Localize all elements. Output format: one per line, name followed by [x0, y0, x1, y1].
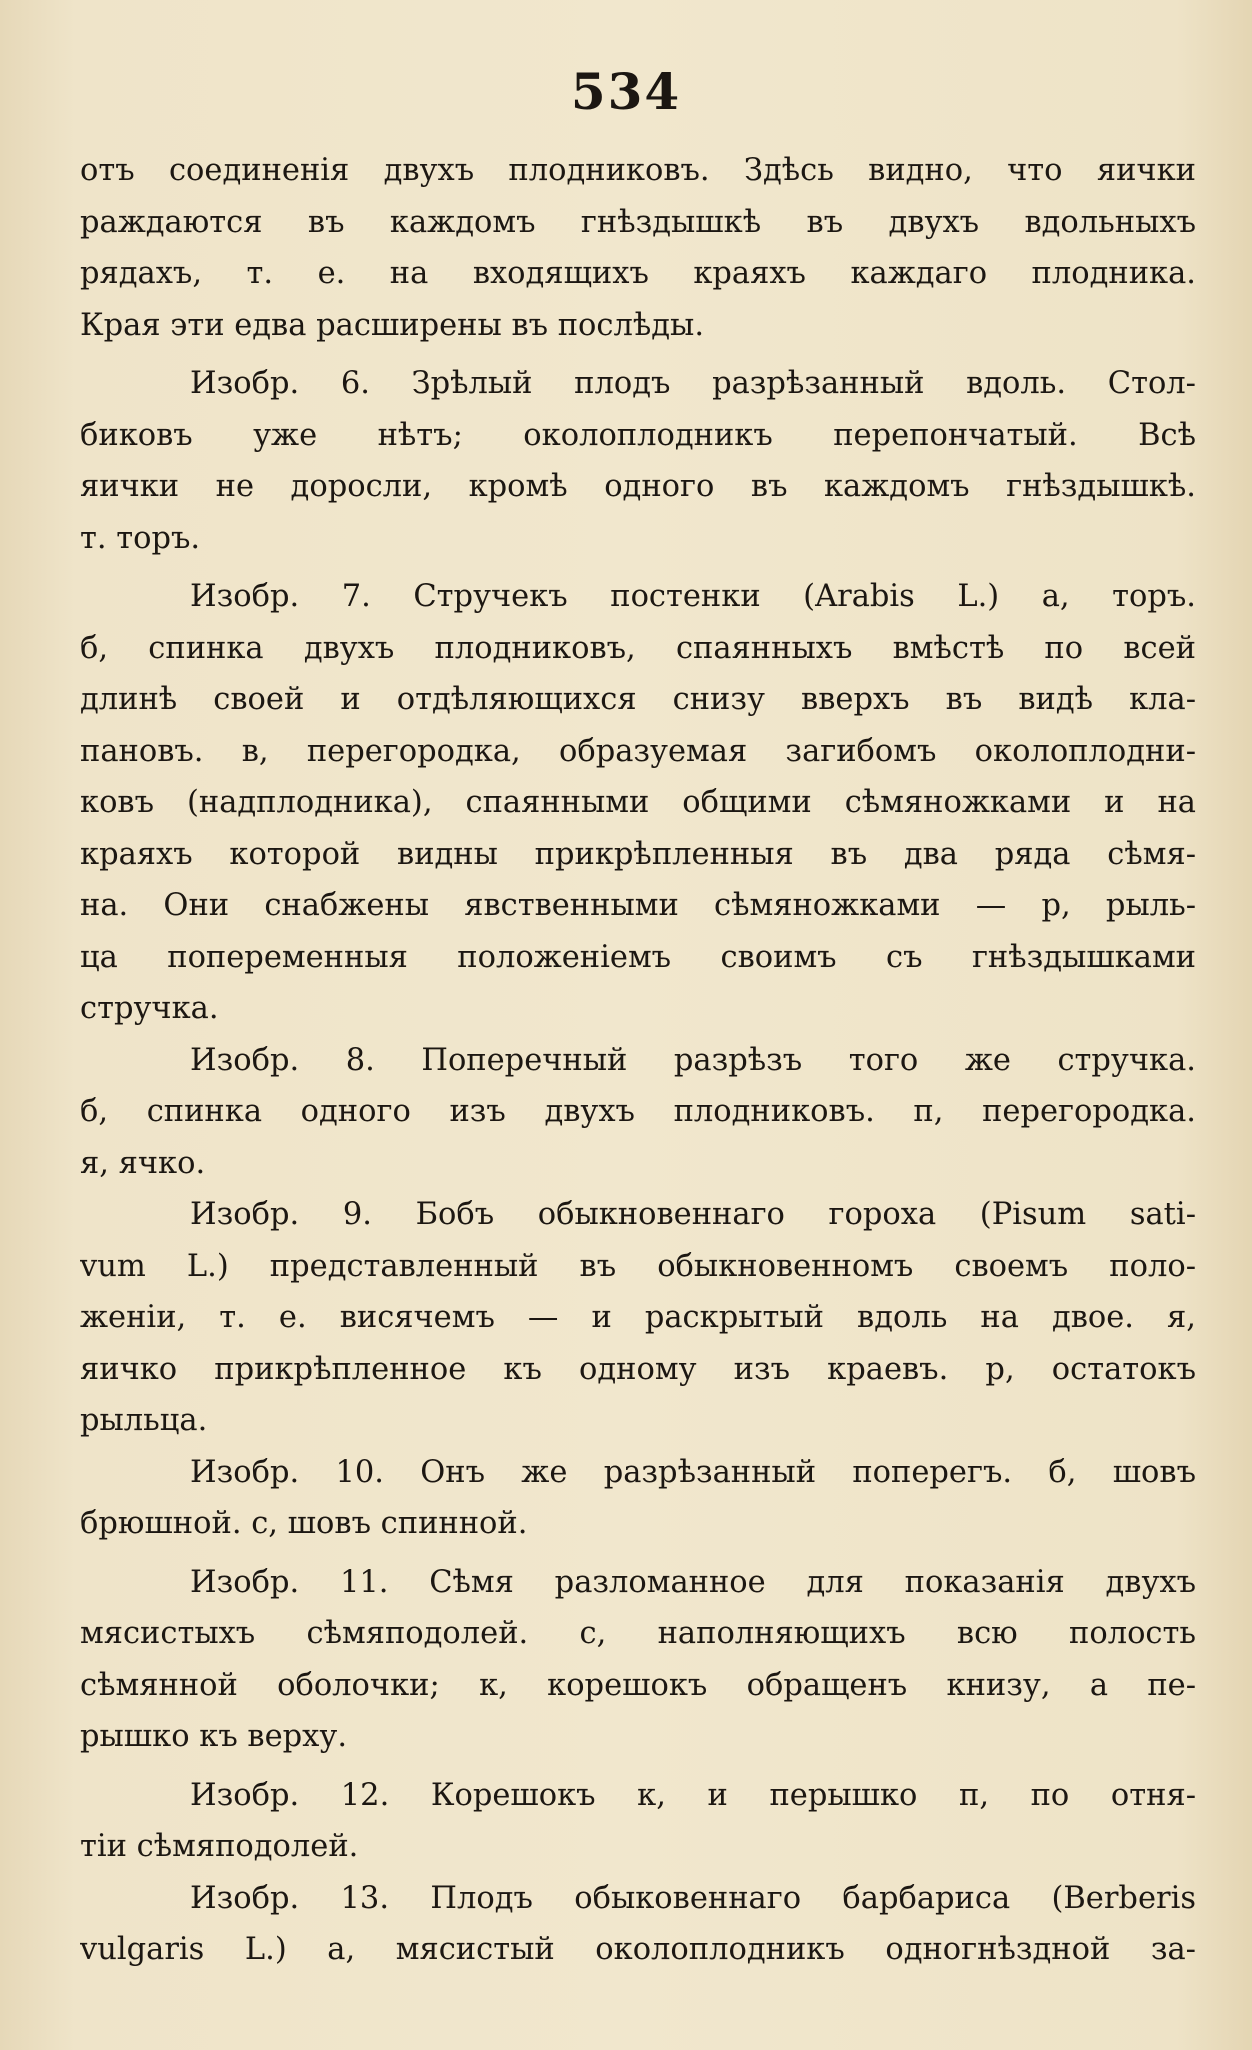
text-line: тіи сѣмяподолей.	[80, 1829, 359, 1864]
figure-caption-line: Изобр. 13. Плодъ обыковеннаго барбариса (Berberis	[190, 1880, 1196, 1916]
text-line: б, спинка одного изъ двухъ плодниковъ. п, перегородка.	[80, 1094, 1196, 1129]
text-line: женіи, т. е. висячемъ — и раскрытый вдоль на двое. я,	[80, 1300, 1196, 1335]
text-line: раждаются въ каждомъ гнѣздышкѣ въ двухъ вдольныхъ	[80, 204, 1196, 240]
figure-caption-line: Изобр. 12. Корешокъ к, и перышко п, по отня-	[190, 1777, 1196, 1813]
text-line: ковъ (надплодника), спаянными общими сѣмяножками и на	[80, 785, 1196, 820]
text-line: Края эти едва расширены въ послѣды.	[80, 307, 705, 343]
text-line: на. Они снабжены явственными сѣмяножками — р, рыль-	[80, 888, 1196, 923]
text-line: краяхъ которой видны прикрѣпленныя въ два ряда сѣмя-	[80, 836, 1196, 872]
text-line: рядахъ, т. е. на входящихъ краяхъ каждаго плодника.	[80, 256, 1196, 291]
text-line: б, спинка двухъ плодниковъ, спаянныхъ вмѣстѣ по всей	[80, 630, 1196, 666]
text-line: т. торъ.	[80, 520, 201, 556]
text-line: я, ячко.	[80, 1145, 206, 1181]
text-line: vum L.) представленный въ обыкновенномъ своемъ поло-	[80, 1248, 1196, 1284]
text-line: яичко прикрѣпленное къ одному изъ краевъ. р, остатокъ	[80, 1351, 1196, 1387]
text-line: рыльца.	[80, 1403, 208, 1438]
page-number: 534	[570, 62, 682, 121]
figure-caption-line: Изобр. 6. Зрѣлый плодъ разрѣзанный вдоль. Стол-	[190, 366, 1196, 401]
text-line: сѣмянной оболочки; к, корешокъ обращенъ книзу, а пе-	[80, 1667, 1196, 1703]
figure-caption-line: Изобр. 9. Бобъ обыкновеннаго гороха (Pisum sati-	[190, 1197, 1196, 1232]
text-line: отъ соединенія двухъ плодниковъ. Здѣсь видно, что яички	[80, 153, 1196, 188]
body-text	[80, 145, 1196, 1976]
figure-caption-line: Изобр. 7. Стручекъ постенки (Arabis L.) а, торъ.	[190, 579, 1196, 614]
text-line: рышко къ верху.	[80, 1719, 348, 1754]
text-line: ца попеременныя положеніемъ своимъ съ гнѣздышками	[80, 939, 1196, 975]
figure-caption-line: Изобр. 8. Поперечный разрѣзъ того же стручка.	[190, 1042, 1196, 1078]
text-line: пановъ. в, перегородка, образуемая загибомъ околоплодни-	[80, 733, 1196, 769]
text-line: длинѣ своей и отдѣляющихся снизу вверхъ въ видѣ кла-	[80, 682, 1196, 717]
text-line: брюшной. с, шовъ спинной.	[80, 1506, 528, 1541]
text-line: яички не доросли, кромѣ одного въ каждомъ гнѣздышкѣ.	[80, 469, 1196, 504]
figure-caption-line: Изобр. 10. Онъ же разрѣзанный поперегъ. б, шовъ	[190, 1454, 1196, 1490]
text-line: биковъ уже нѣтъ; околоплодникъ перепончатый. Всѣ	[80, 417, 1196, 453]
figure-caption-line: Изобр. 11. Сѣмя разломанное для показанія двухъ	[190, 1564, 1196, 1600]
text-line: мясистыхъ сѣмяподолей. с, наполняющихъ всю полость	[80, 1616, 1196, 1651]
text-line: стручка.	[80, 991, 219, 1026]
text-line: vulgaris L.) а, мясистый околоплодникъ одногнѣздной за-	[80, 1932, 1196, 1967]
